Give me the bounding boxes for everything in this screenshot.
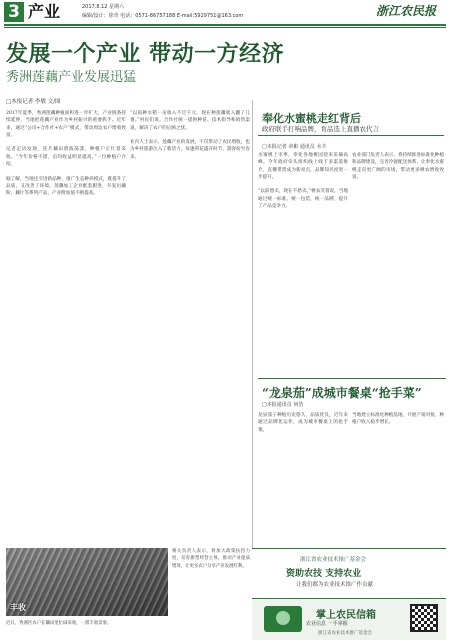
header-rule: [4, 24, 446, 26]
second-story-rule: [258, 378, 446, 379]
main-byline: □本报记者 李敏 文/图: [6, 99, 61, 105]
harvest-photo: [6, 548, 168, 616]
main-story-column-2: “以前种水稻一亩收入不过千元，现在种莲藕收入翻了几番。”村民们说。合作社统一提供种苗、技术指导和销售渠道，解决了农户的后顾之忧。 业内人士表示，莲藕产业的发展，不仅带动了农民增收，也为乡村旅游注入了新活力。每逢荷花盛开时节，游客纷至沓来。: [130, 111, 250, 160]
second-story-byline: □本报通讯员 何浩: [262, 402, 304, 408]
right-story-subheadline: 政府联手打响品牌，育品选上直播农代言: [262, 125, 379, 133]
header-rule-thin: [4, 27, 446, 28]
foundation-ad-tagline: 让我们都为农业技术推广作贡献: [296, 582, 374, 588]
right-story-column-1: 水蜜桃上市季，奉化各地桃园迎来采摘高峰。今年政府牵头组织线上线下多渠道推介，直播带货成为新亮点，品牌知名度进一步提升。 “以前愁卖，现在不愁卖。”桃农笑着说。当地通过统一标准、统一包装、统一品牌，提升了产品竞争力。: [258, 153, 348, 210]
second-story-column-2: 当地建立标准化种植基地，开展产销对接，种植户收入稳步增长。: [352, 413, 444, 426]
right-story-byline: □本报记者 章彬 通讯员 水丰: [262, 144, 327, 150]
editor-contact: 编辑/设计：徐青 电话：0571-86757188 E-mail:5929751@163.com: [82, 13, 244, 19]
main-story-column-4: 相关负责人表示，将加大政策扶持力度，培育新型经营主体，推动产业提质增效，让更多农户分享产业发展红利。: [172, 549, 250, 569]
photo-title: 丰收: [10, 603, 26, 612]
page-number: 3: [4, 2, 24, 22]
farmer-mailbox-logo: [264, 606, 302, 632]
second-story-column-1: 龙泉茄子种植历史悠久，品质优良，近年来通过品牌化运作，成为城市餐桌上的抢手菜。: [258, 413, 348, 433]
right-story-column-2: 农业部门负责人表示，将持续推进标准化种植和品牌建设，完善冷链配送体系，让奉化水蜜桃走向更广阔的市场，带动更多桃农增收致富。: [352, 153, 444, 180]
main-story-column-1: 2017年夏季，秀洲莲藕种植面积进一步扩大，产业链条持续延伸，当地把莲藕产业作为乡村振兴的重要抓手。近年来，通过“公司+合作社+农户”模式，带动周边农户增收致富。 记者走访发现，连片藕田碧波荡漾，种植户正忙着采收。“今年价格不错，亩均收益明显提高。”一位种植户介绍。 据了解，当地还引进新品种，推广生态种养模式，既提升了品质，又改善了环境。莲藕加工企业配套跟进，开发出藕粉、藕片等系列产品，产业附加值不断提高。: [6, 111, 126, 197]
foundation-ad-name: 浙江省农业技术推广基金会: [300, 557, 367, 563]
main-subheadline: 秀洲莲藕产业发展迅猛: [6, 70, 137, 85]
main-headline: 发展一个产业 带动一方经济: [6, 41, 285, 67]
qr-code-icon: [410, 604, 438, 632]
mobile-mailbox-ad-subtitle: 农业信息 一手掌握: [306, 621, 348, 627]
mobile-mailbox-ad-title: 掌上农民信箱: [316, 610, 376, 621]
issue-date: 2017.8.12 星期六: [82, 4, 125, 10]
column-divider: [252, 100, 253, 548]
mobile-mailbox-ad-footer: 浙江省农业技术推广基金会: [318, 631, 372, 636]
section-title: 产业: [28, 2, 61, 21]
foundation-ad-slogan: 资助农技 支持农业: [286, 569, 362, 579]
photo-caption: 近日，秀洲区农户在藕田里忙碌采收，一派丰收景象。: [6, 621, 112, 626]
second-story-headline: “龙泉茄”成城市餐桌“抢手菜”: [262, 386, 422, 400]
newspaper-masthead: 浙江农民报: [375, 4, 436, 18]
right-story-headline: 奉化水蜜桃走红背后: [262, 112, 361, 125]
